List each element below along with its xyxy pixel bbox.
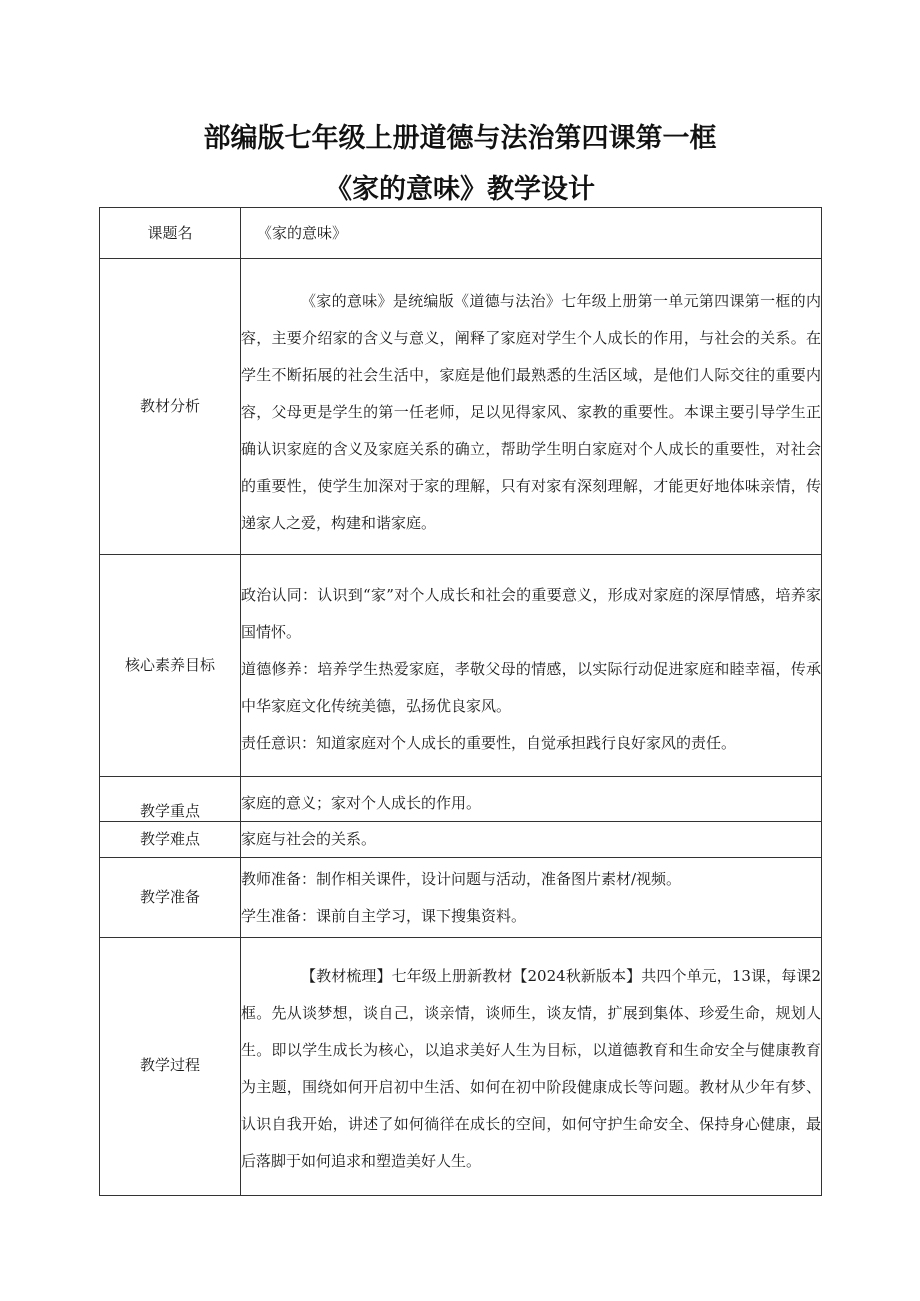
document-title-line-2: 《家的意味》教学设计 xyxy=(325,174,595,205)
table-row xyxy=(100,858,822,938)
preparation-teacher: 教师准备：制作相关课件，设计问题与活动，准备图片素材/视频。 xyxy=(241,869,682,888)
material-analysis-text: 《家的意味》是统编版《道德与法治》七年级上册第一单元第四课第一框的内容，主要介绍家的含义与意义，阐释了家庭对学生个人成长的作用，与社会的关系。在学生不断拓展的社会生活中，家庭是他们最熟悉的生活区域，是他们人际交往的重要内容，父母更是学生的第一任老师，足以见得家风、家教的重要性。本课主要引导学生正确认识家庭的含义及家庭关系的确立，帮助学生明白家庭对个人成长的重要性，对社会的重要性，使学生加深对于家的理解，只有对家有深刻理解，才能更好地体味亲情，传递家人之爱，构建和谐家庭。 xyxy=(241,292,821,532)
row-label-process: 教学过程 xyxy=(100,938,241,1196)
table-row xyxy=(100,822,822,858)
lesson-plan-table xyxy=(99,207,822,1196)
preparation-cell xyxy=(241,858,822,938)
preparation-student: 学生准备：课前自主学习，课下搜集资料。 xyxy=(241,906,527,925)
difficult-points-value: 家庭与社会的关系。 xyxy=(241,822,822,858)
process-text: 【教材梳理】七年级上册新教材【2024秋新版本】共四个单元，13课，每课2框。先从谈梦想，谈自己，谈亲情，谈师生，谈友情，扩展到集体、珍爱生命，规划人生。即以学生成长为核心，以追求美好人生为目标，以道德教育和生命安全与健康教育为主题，围绕如何开启初中生活、如何在初中阶段健康成长等问题。教材从少年有梦、认识自我开始，讲述了如何徜徉在成长的空间，如何守护生命安全、保持身心健康，最后落脚于如何追求和塑造美好人生。 xyxy=(241,967,821,1170)
row-label-difficult-points: 教学难点 xyxy=(100,822,241,858)
core-literacy-political: 政治认同：认识到“家”对个人成长和社会的重要意义，形成对家庭的深厚情感，培养家国情怀。 xyxy=(241,586,821,641)
key-points-value: 家庭的意义；家对个人成长的作用。 xyxy=(241,777,822,822)
table-row xyxy=(100,259,822,555)
core-literacy-moral: 道德修养：培养学生热爱家庭，孝敬父母的情感，以实际行动促进家庭和睦幸福，传承中华家庭文化传统美德，弘扬优良家风。 xyxy=(241,660,821,715)
row-label-lesson-name: 课题名 xyxy=(100,208,241,259)
row-label-core-literacy: 核心素养目标 xyxy=(100,555,241,777)
core-literacy-cell xyxy=(241,555,822,777)
core-literacy-responsibility: 责任意识：知道家庭对个人成长的重要性，自觉承担践行良好家风的责任。 xyxy=(241,734,737,752)
document-title-line-1: 部编版七年级上册道德与法治第四课第一框 xyxy=(203,123,717,154)
table-row xyxy=(100,208,822,259)
material-analysis-cell xyxy=(241,259,822,555)
process-cell xyxy=(241,938,822,1196)
row-label-material-analysis: 教材分析 xyxy=(100,259,241,555)
row-label-key-points: 教学重点 xyxy=(100,777,241,822)
lesson-name-value: 《家的意味》 xyxy=(241,208,822,259)
table-row xyxy=(100,555,822,777)
table-row xyxy=(100,777,822,822)
table-row xyxy=(100,938,822,1196)
row-label-preparation: 教学准备 xyxy=(100,858,241,938)
